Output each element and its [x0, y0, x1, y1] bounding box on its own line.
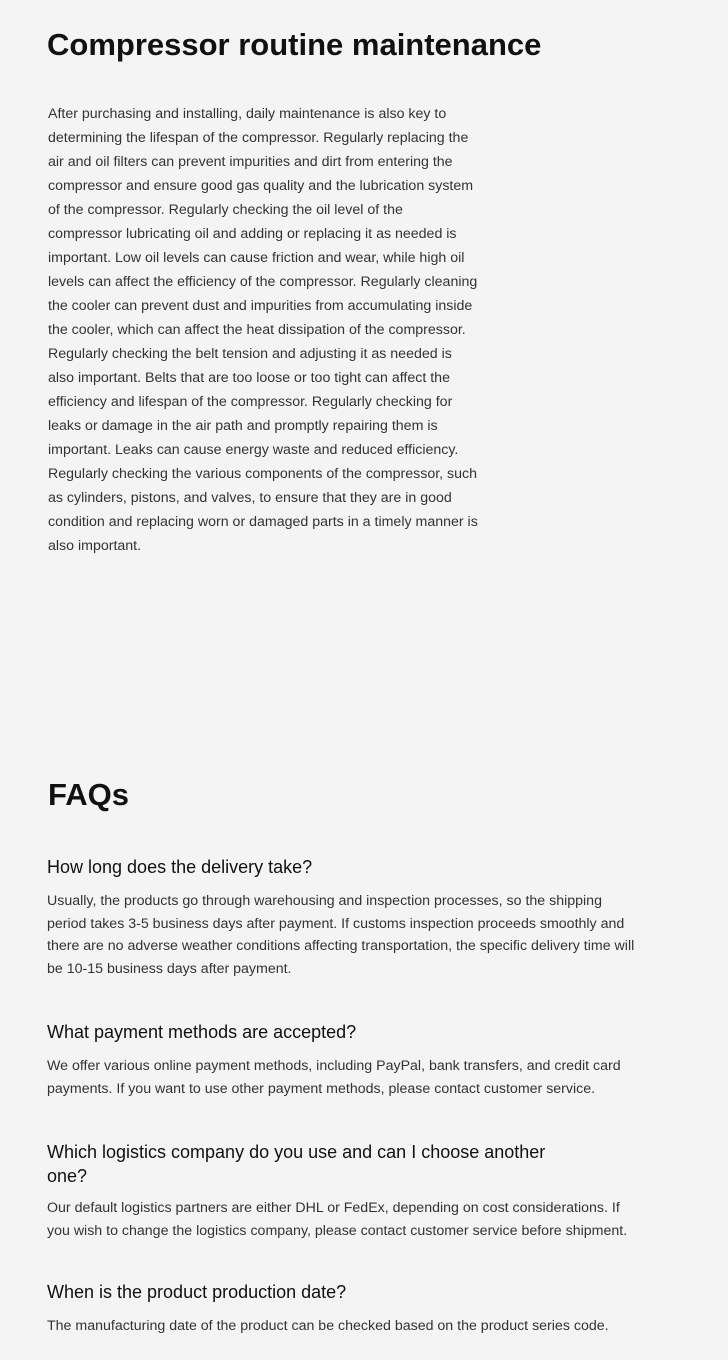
faq-title: FAQs [48, 777, 129, 812]
faq-question: How long does the delivery take? [47, 857, 313, 877]
maintenance-title: Compressor routine maintenance [47, 27, 542, 62]
faq-answer: Usually, the products go through warehousing and inspection processes, so the shipping period takes 3-5 business days after payment. If customs inspection proceeds smoothly and there are no adverse weather conditions affecting transportation, the specific delivery time will be 10-15 business days after payment. [47, 893, 635, 977]
faq-item-delivery [47, 855, 639, 980]
faq-answer: Our default logistics partners are either DHL or FedEx, depending on cost considerations. If you wish to change the logistics company, please contact customer service before shipment. [47, 1200, 628, 1239]
faq-item-logistics [47, 1140, 639, 1242]
faq-question: What payment methods are accepted? [47, 1022, 357, 1042]
faq-question: When is the product production date? [47, 1282, 347, 1302]
maintenance-body: After purchasing and installing, daily maintenance is also key to determining the lifespan of the compressor. Regularly replacing the air and oil filters can prevent impurities and dirt from entering the compressor and ensure good gas quality and the lubrication system of the compressor. Regularly checking the oil level of the compressor lubricating oil and adding or replacing it as needed is important. Low oil levels can cause friction and wear, while high oil levels can affect the efficiency of the compressor. Regularly cleaning the cooler can prevent dust and impurities from accumulating inside the cooler, which can affect the heat dissipation of the compressor. Regularly checking the belt tension and adjusting it as needed is also important. Belts that are too loose or too tight can affect the efficiency and lifespan of the compressor. Regularly checking for leaks or damage in the air path and promptly repairing them is important. Leaks can cause energy waste and reduced efficiency. Regularly checking the various components of the compressor, such as cylinders, pistons, and valves, to ensure that they are in good condition and replacing worn or damaged parts in a timely manner is also important. [48, 106, 478, 554]
faq-item-production-date [47, 1280, 639, 1338]
faq-question: Which logistics company do you use and can I choose another one? [47, 1142, 546, 1186]
faq-answer: The manufacturing date of the product can be checked based on the product series code. [47, 1318, 609, 1334]
faq-answer: We offer various online payment methods, including PayPal, bank transfers, and credit card payments. If you want to use other payment methods, please contact customer service. [47, 1058, 621, 1097]
faq-item-payment [47, 1020, 639, 1100]
